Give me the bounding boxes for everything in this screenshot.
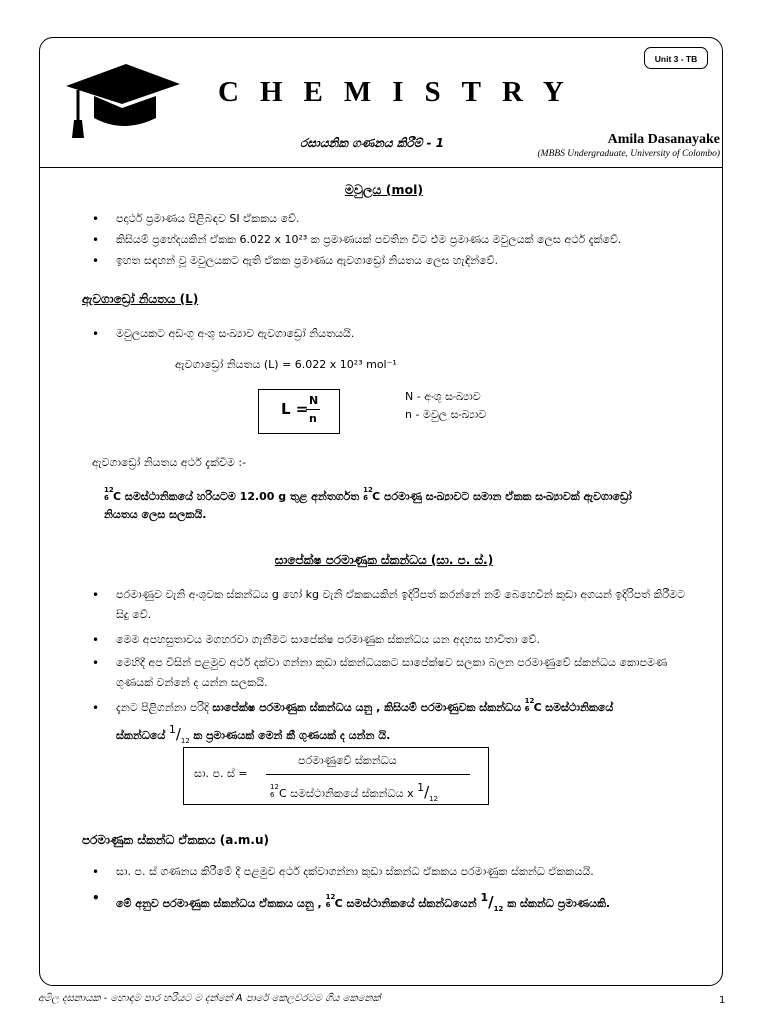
carbon-12-isotope: 12 6 <box>104 486 114 502</box>
list-item: • මෙහිදී අප විසින් පළමුව අර්ථ දක්වා ගන්නා කුඩා ස්කන්ධයකට සාපේක්ෂව සලකා බලන පරමාණුවේ ස්කන්ධය කොපමණ ගුණයක් වන්නේ ද යන්න සලකයි. <box>92 653 692 693</box>
list-item: • දැනට පිළිගන්නා පරිදි සාපේක්ෂ පරමාණුක ස්කන්ධය යනු , කිසියම් පරමාණුවක ස්කන්ධය 12 6 C සමස්ථානිකයේ ස්කන්ධයේ $^1/_{12}$ ක ප්‍රමාණයක් මෙන් කී ගුණයක් ද යන්න යි. <box>92 697 692 752</box>
list-item: • පරමාණුව වැනි අංශුවක ස්කන්ධය g හෝ kg වැනි ඒකකයකින් ඉදිරිපත් කරන්නේ නම් බෙහෙවින් කුඩා අගයන් ඉදිරිපත් කිරීමට සිදු වේ. <box>92 585 692 625</box>
header-divider <box>40 167 722 168</box>
equation-numerator: පරමාණුවේ ස්කන්ධය <box>298 754 397 767</box>
list-item: • සා. ප. ස් ගණනය කිරීමේ දී පළමුව අර්ථ දක්වාගන්නා කුඩා ස්කන්ධ ඒකකය පරමාණුක ස්කන්ධ ඒකකයයි. <box>92 864 702 880</box>
equation-lhs: සා. ප. ස් = <box>194 767 248 780</box>
avogadro-heading: ඇවගාඩ්‍රෝ නියතය (L) <box>82 292 199 306</box>
unit-badge: Unit 3 - TB <box>644 47 708 69</box>
fraction-bar <box>306 409 320 410</box>
avogadro-bullet-list <box>92 326 692 342</box>
avogadro-formula-box <box>258 389 340 434</box>
definition-label: ඇවගාඩ්‍රෝ නියතය අර්ථ දැක්වීම :- <box>92 456 247 469</box>
list-item: • මෙම අපහසුතාවය මගහරවා ගැනීමට සාපේක්ෂ පරමාණුක ස්කන්ධය යන අදහස භාවිතා වේ. <box>92 631 692 649</box>
list-item: • මවුලයකට අඩංගු අංශු සංඛ්‍යාව ඇවගාඩ්‍රෝ නියතයයි. <box>92 326 692 342</box>
avogadro-value: ඇවගාඩ්‍රෝ නියතය (L) = 6.022 x 10²³ mol⁻¹ <box>175 358 397 371</box>
mole-bullet-list <box>92 211 692 269</box>
fraction-bar <box>266 774 470 775</box>
lesson-subtitle: රසායනික ගණනය කිරීම් - 1 <box>300 136 445 150</box>
graduation-cap-icon <box>64 62 182 142</box>
author-credentials: (MBBS Undergraduate, University of Colombo) <box>537 149 720 159</box>
avogadro-definition: 12 6 C සමස්ථානිකයේ හරියටම 12.00 g තුළ අන්තර්ගත 12 6 C පරමාණු සංඛ්‍යාවට සමාන ඒකක සංඛ්‍යාවක් ඇවගාඩ්‍රෝ නියතය ලෙස සලකයි. <box>104 486 632 521</box>
list-item: • ඉහත සඳහන් වූ මවුලයකට ඇති ඒකක ප්‍රමාණය ඇවගාඩ්‍රෝ නියතය ලෙස හැඳින්වේ. <box>92 253 692 269</box>
ram-heading: සාපේක්ෂ පරමාණුක ස්කන්ධය (සා. ප. ස්.) <box>274 553 494 567</box>
formula-denominator: n <box>309 412 317 425</box>
page-title: CHEMISTRY <box>218 76 585 108</box>
list-item: • මේ අනුව පරමාණුක ස්කන්ධය ඒකකය යනු , 12 6 C සමස්ථානිකයේ ස්කන්ධයෙන් $^1/_{12}$ ක ස්කන්ධ ප්‍රමාණයකි. <box>92 888 702 919</box>
formula-lhs: L = <box>281 400 309 418</box>
legend-particles: N - අංශු සංඛ්‍යාව <box>405 390 481 403</box>
mole-heading: මවුලය (mol) <box>344 182 424 197</box>
carbon-12-isotope: 12 6 <box>363 486 373 502</box>
formula-numerator: N <box>309 394 319 407</box>
footer-tagline: අමිල දසනායක - හොඳම පාර හරියට ම දන්නේ A පාරේ කෙලවරටම ගිය කෙනෙක් <box>38 993 381 1004</box>
list-item: • කිසියම් ප්‍රභේදයකින් ඒකක 6.022 x 10²³ ක ප්‍රමාණයක් පවතින විට එම ප්‍රමාණය මවුලයක් ලෙස අර්ථ දැක්වේ. <box>92 232 692 248</box>
amu-heading: පරමාණුක ස්කන්ධ ඒකකය (a.m.u) <box>82 833 270 847</box>
author-name: Amila Dasanayake <box>607 132 720 147</box>
equation-denominator: 12 6 C සමස්ථානිකයේ ස්කන්ධය x $^1/_{12}$ <box>270 781 439 803</box>
ram-equation-box <box>183 747 489 805</box>
list-item: • පදාර්ථ ප්‍රමාණය පිළිබඳව SI ඒකකය වේ. <box>92 211 692 227</box>
page-number: 1 <box>719 995 726 1006</box>
amu-bullet-list <box>92 864 702 919</box>
legend-moles: n - මවුල සංඛ්‍යාව <box>405 408 487 421</box>
ram-bullet-list <box>92 585 692 752</box>
